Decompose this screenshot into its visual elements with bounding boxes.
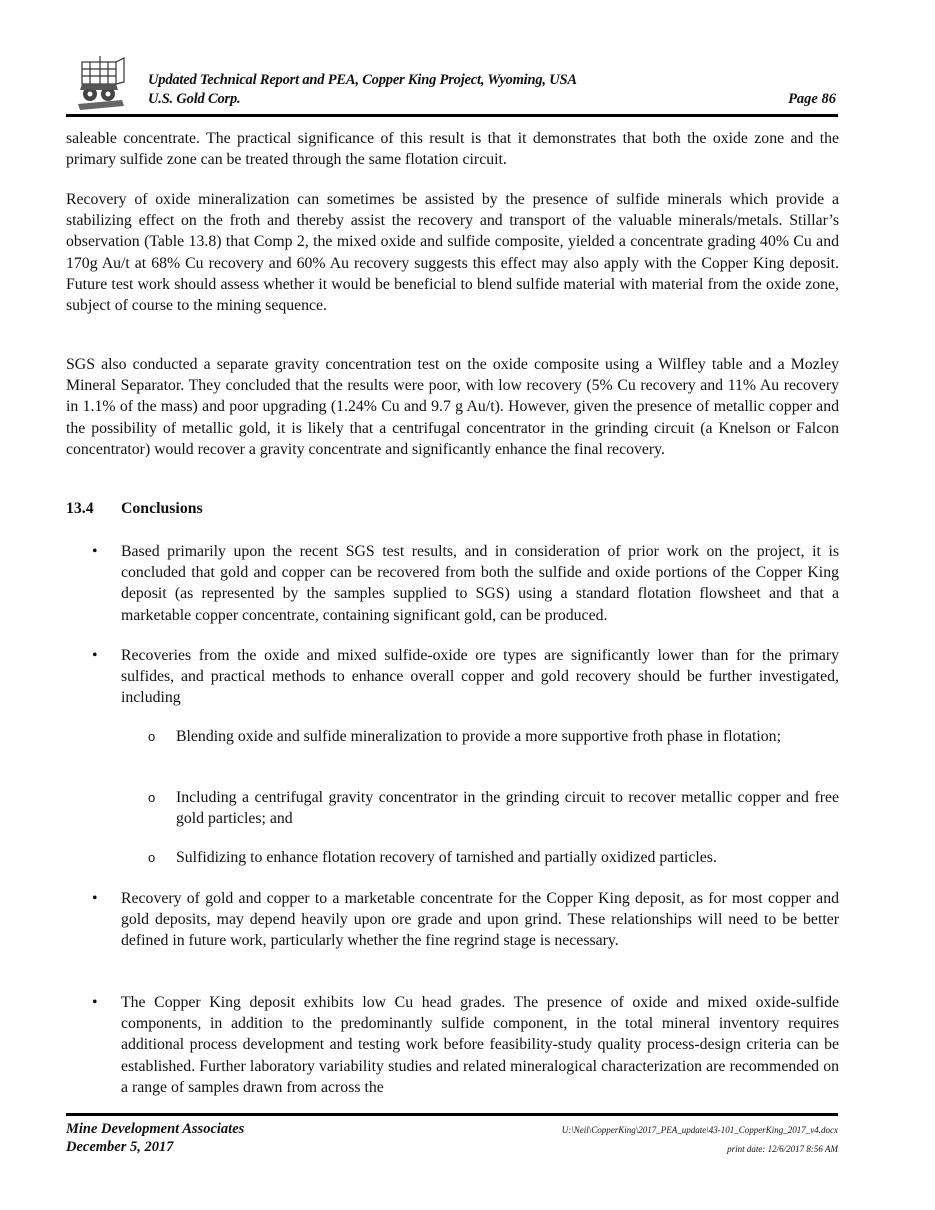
paragraph-text: SGS also conducted a separate gravity concentration test on the oxide composite using a Wilfley table and a Mozley Mineral Separator. They concluded that the results were poor, with low recovery (5% Cu recovery and 11% Au recovery in 1.1% of the mass) and poor upgrading (1.24% Cu and 9.7 g Au/t). However, given the presence of metallic copper and the possibility of metallic gold, it is likely that a centrifugal concentrator in the grinding circuit (a Knelson or Falcon concentrator) would recover a gravity concentrate and significantly enhance the final recovery. xyxy=(66,356,839,458)
paragraph xyxy=(66,189,839,316)
footer-file-path: U:\Neil\CopperKing\2017_PEA_update\43-101_CopperKing_2017_v4.docx xyxy=(561,1125,838,1135)
footer-rule xyxy=(66,1113,838,1116)
list-item xyxy=(66,888,839,952)
hollow-bullet-icon: o xyxy=(148,729,156,744)
bullet-icon: • xyxy=(92,994,98,1011)
footer-date: December 5, 2017 xyxy=(66,1139,174,1155)
page-number: Page 86 xyxy=(788,91,836,107)
list-item-text: The Copper King deposit exhibits low Cu head grades. The presence of oxide and mixed oxide-sulfide components, in addition to the predominantly sulfide component, in the total mineral inventory requires additional process development and testing work before feasibility-study quality process-design criteria can be established. Further laboratory variability studies and related mineralogical characterization are recommended on a range of samples drawn from across the xyxy=(121,994,839,1096)
sub-list-item-text: Blending oxide and sulfide mineralization to provide a more supportive froth phase in flotation; xyxy=(176,728,781,745)
bullet-icon: • xyxy=(92,543,98,560)
list-item xyxy=(66,645,839,709)
sub-list-item-text: Sulfidizing to enhance flotation recovery of tarnished and partially oxidized particles. xyxy=(176,849,717,866)
list-item xyxy=(66,992,839,1098)
mining-machine-logo-icon xyxy=(70,54,130,112)
hollow-bullet-icon: o xyxy=(148,790,156,805)
footer-company: Mine Development Associates xyxy=(66,1121,245,1137)
list-item-text: Based primarily upon the recent SGS test results, and in consideration of prior work on the project, it is concluded that gold and copper can be recovered from both the sulfide and oxide portions of the Copper King deposit (as represented by the samples supplied to SGS) using a standard flotation flowsheet and that a marketable copper concentrate, containing significant gold, can be produced. xyxy=(121,543,839,624)
sub-list-item xyxy=(121,726,839,747)
report-title: Updated Technical Report and PEA, Copper King Project, Wyoming, USA xyxy=(148,72,577,88)
list-item xyxy=(66,541,839,626)
bullet-icon: • xyxy=(92,647,98,664)
footer-print-date: print date: 12/6/2017 8:56 AM xyxy=(727,1144,838,1154)
sub-list-item xyxy=(121,787,839,829)
paragraph-text: Recovery of oxide mineralization can sometimes be assisted by the presence of sulfide minerals which provide a stabilizing effect on the froth and thereby assist the recovery and transport of the valuable minerals/metals. Stillar’s observation (Table 13.8) that Comp 2, the mixed oxide and sulfide composite, yielded a concentrate grading 40% Cu and 170g Au/t at 68% Cu recovery and 60% Au recovery suggests this effect may also apply with the Copper King deposit. Future test work should assess whether it would be beneficial to blend sulfide material with material from the oxide zone, subject of course to the mining sequence. xyxy=(66,191,839,315)
section-heading xyxy=(66,500,203,518)
section-title: Conclusions xyxy=(121,500,203,517)
page-header xyxy=(66,52,838,114)
list-item-text: Recovery of gold and copper to a marketable concentrate for the Copper King deposit, as for most copper and gold deposits, may depend heavily upon ore grade and upon grind. These relationships will need to be better defined in future work, particularly whether the fine regrind stage is necessary. xyxy=(121,890,839,950)
paragraph xyxy=(66,354,839,460)
header-rule xyxy=(66,114,838,117)
sub-list-item xyxy=(121,847,839,868)
list-item-text: Recoveries from the oxide and mixed sulfide-oxide ore types are significantly lower than for the primary sulfides, and practical methods to enhance overall copper and gold recovery should be further investigated, including xyxy=(121,647,839,707)
hollow-bullet-icon: o xyxy=(148,850,156,865)
organization-name: U.S. Gold Corp. xyxy=(148,91,241,107)
paragraph xyxy=(66,128,839,170)
bullet-icon: • xyxy=(92,890,98,907)
paragraph-text: saleable concentrate. The practical significance of this result is that it demonstrates that both the oxide zone and the primary sulfide zone can be treated through the same flotation circuit. xyxy=(66,130,839,169)
section-number: 13.4 xyxy=(66,500,94,517)
sub-list-item-text: Including a centrifugal gravity concentrator in the grinding circuit to recover metallic copper and free gold particles; and xyxy=(176,789,839,828)
